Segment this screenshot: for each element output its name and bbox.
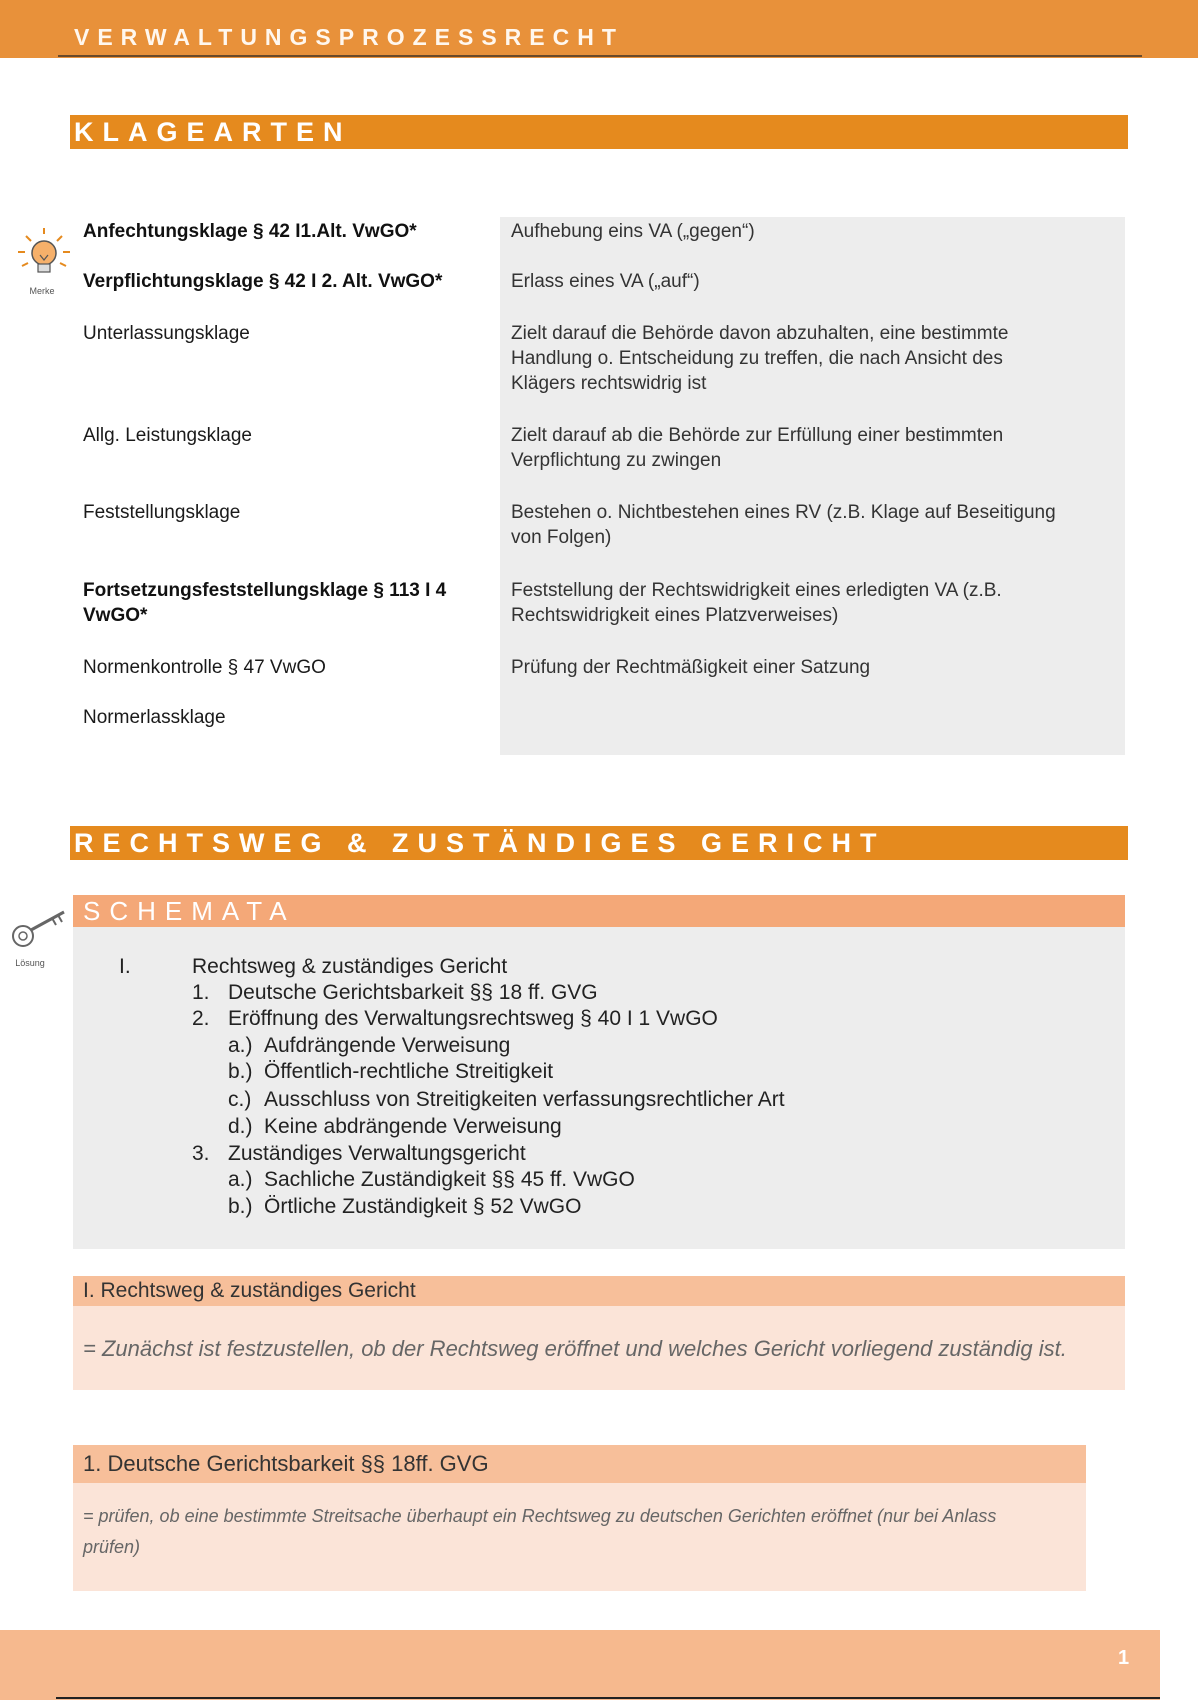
schema-item: Örtliche Zuständigkeit § 52 VwGO [264, 1195, 582, 1218]
schema-item: Deutsche Gerichtsbarkeit §§ 18 ff. GVG [228, 981, 598, 1004]
section-heading-klagearten: KLAGEARTEN [70, 115, 1128, 149]
schema-number: a.) [228, 1034, 253, 1057]
schemata-heading: SCHEMATA [73, 895, 1125, 927]
schema-item: Eröffnung des Verwaltungsrechtsweg § 40 I 1 VwGO [228, 1007, 718, 1030]
schema-number: 1. [192, 981, 210, 1004]
header-rule [58, 55, 1142, 57]
klageart-name: Normerlassklage [83, 707, 226, 728]
schema-item: Zuständiges Verwaltungsgericht [228, 1142, 526, 1165]
klageart-name: Normenkontrolle § 47 VwGO [83, 657, 326, 678]
note-text: = prüfen, ob eine bestimmte Streitsache überhaupt ein Rechtsweg zu deutschen Gerichten eröffnet (nur bei Anlass prüfen) [73, 1483, 1086, 1591]
merke-caption: Merke [29, 286, 55, 296]
document-title: VERWALTUNGSPROZESSRECHT [74, 24, 624, 50]
schema-number: d.) [228, 1115, 253, 1138]
footer-rule [56, 1697, 1160, 1699]
klageart-description: Erlass eines VA („auf“) [511, 271, 700, 292]
klageart-name: Unterlassungsklage [83, 323, 250, 344]
schema-item: Rechtsweg & zuständiges Gericht [192, 955, 508, 978]
klageart-description: Zielt darauf ab die Behörde zur Erfüllung einer bestimmten Verpflichtung zu zwingen [511, 425, 1004, 471]
key-icon [8, 906, 70, 976]
klageart-name: Allg. Leistungsklage [83, 425, 252, 446]
schema-item: Sachliche Zuständigkeit §§ 45 ff. VwGO [264, 1168, 635, 1191]
note-heading: 1. Deutsche Gerichtsbarkeit §§ 18ff. GVG [73, 1445, 1086, 1483]
klageart-name: Feststellungsklage [83, 502, 241, 523]
footer-band [0, 1630, 1160, 1700]
schema-number: b.) [228, 1195, 253, 1218]
klageart-description: Feststellung der Rechtswidrigkeit eines erledigten VA (z.B. Rechtswidrigkeit eines Platzverweises) [511, 580, 1002, 626]
klageart-description: Aufhebung eins VA („gegen“) [511, 221, 755, 242]
note-text: = Zunächst ist festzustellen, ob der Rechtsweg eröffnet und welches Gericht vorliegend zuständig ist. [73, 1306, 1125, 1390]
schema-item: Keine abdrängende Verweisung [264, 1115, 562, 1138]
schema-item: Ausschluss von Streitigkeiten verfassungsrechtlicher Art [264, 1088, 785, 1111]
klageart-description: Bestehen o. Nichtbestehen eines RV (z.B. Klage auf Beseitigung von Folgen) [511, 502, 1056, 548]
klageart-description: Prüfung der Rechtmäßigkeit einer Satzung [511, 657, 871, 678]
schema-number: b.) [228, 1060, 253, 1083]
klageart-name: Anfechtungsklage § 42 I1.Alt. VwGO* [83, 221, 417, 242]
page-number: 1 [1118, 1647, 1130, 1669]
loesung-caption: Lösung [15, 958, 45, 968]
schema-item: Aufdrängende Verweisung [264, 1034, 511, 1057]
section-heading-rechtsweg: RECHTSWEG & ZUSTÄNDIGES GERICHT [70, 826, 1128, 860]
klageart-description: Zielt darauf die Behörde davon abzuhalten, eine bestimmte Handlung o. Entscheidung zu treffen, die nach Ansicht des Klägers rechtswidrig ist [511, 323, 1009, 394]
schema-number: c.) [228, 1088, 252, 1111]
schema-number: 3. [192, 1142, 210, 1165]
lightbulb-icon [14, 224, 74, 294]
schema-number: 2. [192, 1007, 210, 1030]
note-heading: I. Rechtsweg & zuständiges Gericht [73, 1276, 1125, 1306]
klageart-name: Fortsetzungsfeststellungsklage § 113 I 4 VwGO* [83, 580, 447, 626]
klageart-name: Verpflichtungsklage § 42 I 2. Alt. VwGO* [83, 271, 443, 292]
schema-number: a.) [228, 1168, 253, 1191]
schema-number: I. [119, 955, 131, 978]
schema-item: Öffentlich-rechtliche Streitigkeit [264, 1060, 554, 1083]
